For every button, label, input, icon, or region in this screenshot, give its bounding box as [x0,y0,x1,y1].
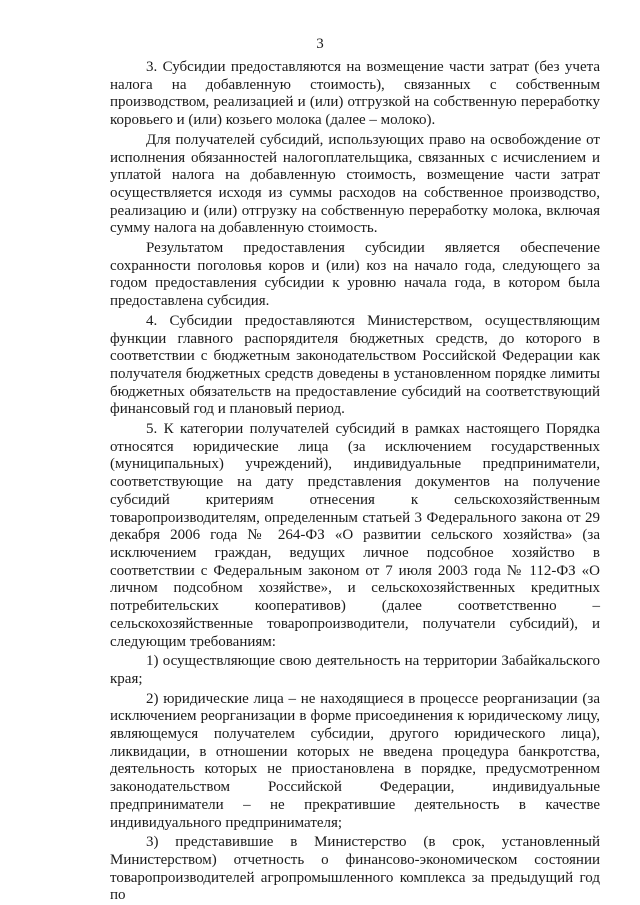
paragraph-item-5: 5. К категории получателей субсидий в рамках настоящего Порядка относятся юридические лица (за исключением государственных (муниципальных) учреждений), индивидуальные предприниматели, соответствующие на дату представления документов на получение субсидий критериям отнесения к сельскохозяйственным товаропроизводителям, определенным статьей 3 Федерального закона от 29 декабря 2006 года № 264-ФЗ «О развитии сельского хозяйства» (за исключением граждан, ведущих личное подсобное хозяйство в соответствии с Федеральным законом от 7 июля 2003 года № 112-ФЗ «О личном подсобном хозяйстве», и сельскохозяйственных кредитных потребительских кооперативов) (далее соответственно – сельскохозяйственные товаропроизводители, получатели субсидий), и следующим требованиям: [110,421,600,650]
paragraph-requirement-1: 1) осуществляющие свою деятельность на территории Забайкальского края; [110,653,600,687]
paragraph-result: Результатом предоставления субсидии является обеспечение сохранности поголовья коров и (или) коз на начало года, следующего за годом предоставления субсидии к уровню начала года, в котором была предоставлена субсидия. [110,240,600,310]
document-body [110,59,600,905]
paragraph-vat-exemption: Для получателей субсидий, использующих право на освобождение от исполнения обязанностей налогоплательщика, связанных с исчислением и уплатой налога на добавленную стоимость, возмещение части затрат осуществляется исходя из суммы расходов на собственное производство, реализацию и (или) отгрузку на собственную переработку молока, включая сумму налога на добавленную стоимость. [110,131,600,237]
paragraph-item-3: 3. Субсидии предоставляются на возмещение части затрат (без учета налога на добавленную стоимость), связанных с собственным производством, реализацией и (или) отгрузкой на собственную переработку коровьего и (или) козьего молока (далее – молоко). [110,59,600,129]
page-number: 3 [316,36,324,52]
paragraph-item-4: 4. Субсидии предоставляются Министерством, осуществляющим функции главного распорядителя бюджетных средств, до которого в соответствии с бюджетным законодательством Российской Федерации как получателя бюджетных средств доведены в установленном порядке лимиты бюджетных обязательств на предоставление субсидий на соответствующий финансовый год и плановый период. [110,312,600,418]
paragraph-requirement-2: 2) юридические лица – не находящиеся в процессе реорганизации (за исключением реорганизации в форме присоединения к юридическому лицу, являющемуся получателем субсидии, другого юридического лица), ликвидации, в отношении которых не введена процедура банкротства, деятельность которых не приостановлена в порядке, предусмотренном законодательством Российской Федерации, индивидуальные предприниматели – не прекратившие деятельность в качестве индивидуального предпринимателя; [110,690,600,831]
paragraph-requirement-3: 3) представившие в Министерство (в срок, установленный Министерством) отчетность о финансово-экономическом состоянии товаропроизводителей агропромышленного комплекса за предыдущий год по [110,834,600,904]
